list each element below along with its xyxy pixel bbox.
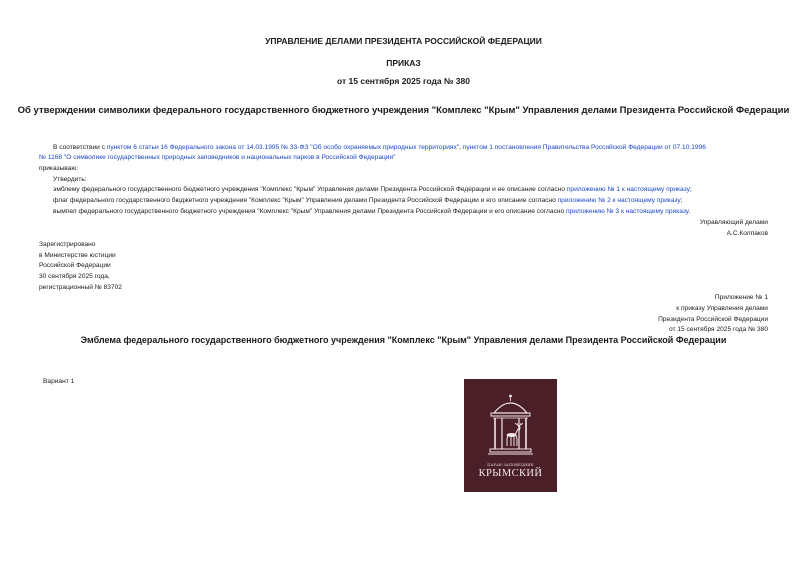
agency-heading: УПРАВЛЕНИЕ ДЕЛАМИ ПРЕЗИДЕНТА РОССИЙСКОЙ ФЕДЕРАЦИИ (265, 36, 542, 46)
item-1-text: эмблему федерального государственного бюджетного учреждения "Комплекс "Крым" Управления делами Президента Российской Федерации и ее описание согласно (53, 186, 567, 193)
signature-position: Управляющий делами (699, 219, 768, 226)
registration-line-3: Российской Федерации (39, 262, 111, 269)
order-word: приказываю: (39, 165, 79, 172)
emblem-main-text: КРЫМСКИЙ (478, 468, 543, 479)
appendix-line-3: Президента Российской Федерации (658, 316, 768, 323)
appendix-1-link[interactable]: приложению № 1 к настоящему приказу (566, 186, 690, 193)
item-3-text: вымпел федерального государственного бюджетного учреждения "Комплекс "Крым" Управления делами Президента Российской Федерации и его описание согласно (53, 208, 567, 215)
doc-type-heading: ПРИКАЗ (386, 58, 421, 68)
approve-item-1 (53, 185, 692, 195)
registration-line-5: регистрационный № 83702 (39, 284, 122, 291)
appendix-2-link[interactable]: приложению № 2 к настоящему приказу (557, 197, 681, 204)
decree-link-part-1[interactable]: пунктом 1 постановления Правительства Российской Федерации от 07.10.1996 (462, 144, 706, 151)
item-2-text: флаг федерального государственного бюджетного учреждения "Комплекс "Крым" Управления делами Президента Российской Федерации и его описание согласно (53, 197, 558, 204)
p1-mid: , (459, 144, 463, 151)
registration-line-1: Зарегистрировано (39, 241, 96, 248)
appendix-3-link[interactable]: приложению № 3 к настоящему приказу (566, 208, 689, 215)
item-3-end: . (688, 208, 691, 215)
registration-line-2: в Министерстве юстиции (39, 252, 116, 259)
emblem-top-text: ПАРАК-ЗАПОВЕДНИК (487, 463, 534, 467)
item-2-end: ; (680, 197, 683, 204)
body-paragraph-1-line-2 (39, 153, 396, 163)
appendix-line-4: от 15 сентября 2025 года № 380 (668, 326, 768, 333)
item-1-end: ; (689, 186, 692, 193)
p1-prefix: В соответствии с (53, 144, 107, 151)
signature-name: А.С.Колпаков (726, 230, 768, 237)
approve-item-2 (53, 196, 683, 206)
registration-line-4: 30 сентября 2025 года, (39, 273, 110, 280)
emblem-image (464, 379, 557, 492)
law-link[interactable]: пунктом 6 статьи 16 Федерального закона от 14.03.1995 № 33-ФЗ "Об особо охраняемых природных территориях" (106, 144, 460, 151)
approve-item-3 (53, 207, 690, 217)
appendix-line-1: Приложение № 1 (714, 294, 768, 301)
decree-link-part-2[interactable]: № 1168 "О символике государственных природных заповедников и национальных парков в Российской Федерации" (39, 154, 396, 161)
variant-label: Вариант 1 (43, 378, 75, 385)
appendix-line-2: к приказу Управления делами (676, 305, 768, 312)
document-title: Об утверждении символики федерального государственного бюджетного учреждения "Комплекс "Крым" Управления делами Президента Российской Федерации (17, 105, 790, 116)
body-paragraph-1-line-1 (53, 143, 706, 153)
approve-word: Утвердить: (53, 176, 87, 183)
date-number-heading: от 15 сентября 2025 года № 380 (337, 76, 470, 86)
appendix-title: Эмблема федерального государственного бюджетного учреждения "Комплекс "Крым" Управления делами Президента Российской Федерации (80, 335, 727, 345)
